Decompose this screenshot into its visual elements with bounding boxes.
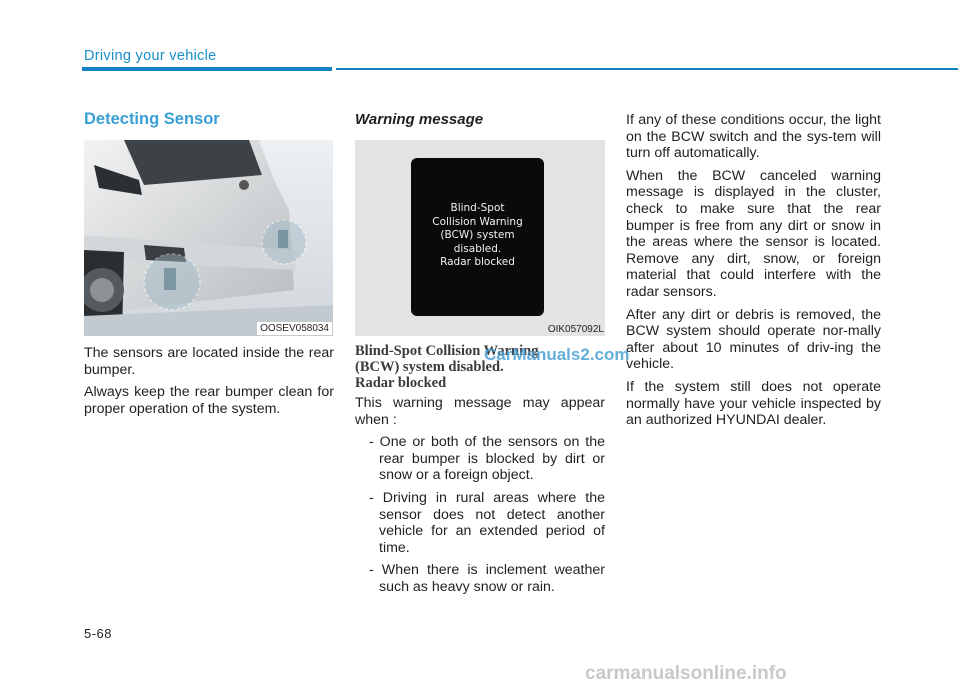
- cluster-warning-figure: [355, 140, 605, 336]
- car-rear-illustration: [84, 140, 333, 336]
- message-title-line: (BCW) system disabled.: [355, 359, 504, 375]
- message-title-line: Radar blocked: [355, 375, 447, 391]
- rear-bumper-sensor-figure: [84, 140, 333, 336]
- figure-caption: OIK057092L: [547, 324, 604, 335]
- cluster-line: Radar blocked: [440, 256, 515, 268]
- col1-body: [84, 345, 334, 423]
- cluster-line: (BCW) system: [440, 229, 515, 241]
- paragraph: The sensors are located inside the rear bumper.: [84, 345, 334, 378]
- figure-caption: OOSEV058034: [257, 322, 332, 335]
- cluster-line: Collision Warning: [432, 215, 523, 228]
- intro-paragraph: This warning message may appear when :: [355, 395, 605, 428]
- header-rule-thick: [82, 67, 332, 71]
- watermark-bottom[interactable]: carmanualsonline.info: [585, 663, 787, 684]
- paragraph: If any of these conditions occur, the light on the BCW switch and the sys-tem will turn off automatically.: [626, 112, 881, 162]
- warning-message-heading: Warning message: [355, 111, 484, 128]
- watermark-overlay[interactable]: CarManuals2.com: [484, 345, 630, 364]
- col3-body: [626, 112, 881, 435]
- paragraph: After any dirt or debris is removed, the BCW system should operate nor-mally after about 10 minutes of driv-ing the vehicle.: [626, 306, 881, 373]
- condition-item: - When there is inclement weather such as heavy snow or rain.: [369, 562, 605, 595]
- detecting-sensor-heading: Detecting Sensor: [84, 110, 220, 128]
- paragraph: Always keep the rear bumper clean for proper operation of the system.: [84, 384, 334, 417]
- page-number: 5-68: [84, 626, 113, 641]
- paragraph: When the BCW canceled warning message is displayed in the cluster, check to make sure that the rear bumper is free from any dirt or snow in the areas where the sensor is located. Remove any dirt, snow, or foreign material that could interfere with the radar sensors.: [626, 167, 881, 300]
- message-title-line: Blind-Spot Collision Warning: [355, 343, 539, 359]
- cluster-message: [411, 202, 544, 270]
- condition-item: - Driving in rural areas where the sensor does not detect another vehicle for an extended period of time.: [369, 489, 605, 556]
- condition-item: - One or both of the sensors on the rear bumper is blocked by dirt or snow or a foreign object.: [369, 434, 605, 484]
- cluster-line: disabled.: [453, 242, 502, 255]
- paragraph: If the system still does not operate normally have your vehicle inspected by an authorized HYUNDAI dealer.: [626, 378, 881, 429]
- col2-body: [355, 395, 605, 602]
- cluster-display: [411, 158, 544, 316]
- section-title: Driving your vehicle: [84, 48, 217, 64]
- header-rule-thin: [336, 68, 958, 70]
- cluster-line: Blind-Spot: [450, 202, 505, 214]
